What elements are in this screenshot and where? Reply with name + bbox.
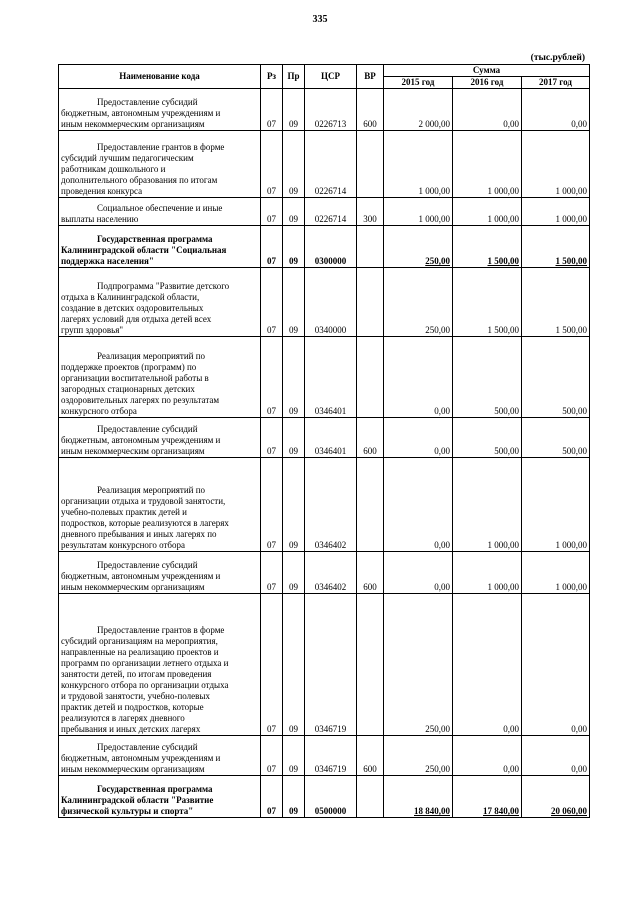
row-amount-2015: 0,00 xyxy=(384,458,453,552)
row-csr: 0346719 xyxy=(305,736,357,776)
row-name-text: Социальное обеспечение и иные выплаты населению xyxy=(61,203,223,224)
row-amount-2016: 500,00 xyxy=(453,418,522,458)
table-row xyxy=(59,89,590,131)
row-amount-2017: 500,00 xyxy=(522,418,590,458)
row-csr: 0300000 xyxy=(305,226,357,268)
header-rz: Рз xyxy=(261,65,283,89)
table-row xyxy=(59,337,590,418)
row-name xyxy=(59,268,261,337)
row-name-text: Предоставление субсидий бюджетным, автономным учреждениям и иным некоммерческим организациям xyxy=(61,742,221,774)
table-row xyxy=(59,268,590,337)
row-vr: 600 xyxy=(357,89,384,131)
row-rz: 07 xyxy=(261,226,283,268)
row-vr xyxy=(357,458,384,552)
row-csr: 0346402 xyxy=(305,552,357,594)
table-row xyxy=(59,418,590,458)
row-name xyxy=(59,226,261,268)
row-pr: 09 xyxy=(283,418,305,458)
table-row xyxy=(59,131,590,198)
row-rz: 07 xyxy=(261,776,283,818)
row-vr xyxy=(357,594,384,736)
row-name-text: Реализация мероприятий по организации отдыха и трудовой занятости, учебно-полевых практик детей и подростков, которые реализуются в лагерях дневного пребывания и иных лагерях по результатам конкурсного отбора xyxy=(61,485,229,550)
row-pr: 09 xyxy=(283,594,305,736)
row-amount-2016: 1 500,00 xyxy=(453,226,522,268)
row-pr: 09 xyxy=(283,458,305,552)
row-rz: 07 xyxy=(261,131,283,198)
header-pr: Пр xyxy=(283,65,305,89)
row-csr: 0226713 xyxy=(305,89,357,131)
row-name xyxy=(59,552,261,594)
row-name xyxy=(59,458,261,552)
row-amount-2015: 0,00 xyxy=(384,552,453,594)
row-name-text: Предоставление грантов в форме субсидий лучшим педагогическим работникам дошкольного и дополнительного образования по итогам проведения конкурса xyxy=(61,142,225,196)
row-pr: 09 xyxy=(283,268,305,337)
row-amount-2016: 0,00 xyxy=(453,89,522,131)
row-amount-2017: 1 000,00 xyxy=(522,198,590,226)
row-amount-2016: 500,00 xyxy=(453,337,522,418)
row-name-text: Предоставление субсидий бюджетным, автономным учреждениям и иным некоммерческим организациям xyxy=(61,97,221,129)
row-pr: 09 xyxy=(283,736,305,776)
row-amount-2015: 1 000,00 xyxy=(384,131,453,198)
row-name xyxy=(59,89,261,131)
row-rz: 07 xyxy=(261,337,283,418)
row-name-text: Реализация мероприятий по поддержке проектов (программ) по организации воспитательной работы в загородных стационарных детских оздоровительных лагерях по результатам конкурсного отбора xyxy=(61,351,220,416)
row-amount-2015: 0,00 xyxy=(384,337,453,418)
row-amount-2016: 17 840,00 xyxy=(453,776,522,818)
row-amount-2015: 0,00 xyxy=(384,418,453,458)
row-amount-2016: 1 000,00 xyxy=(453,552,522,594)
table-row xyxy=(59,198,590,226)
row-name-text: Государственная программа Калининградской области "Социальная поддержка населения" xyxy=(61,234,227,266)
row-rz: 07 xyxy=(261,268,283,337)
page-number: 335 xyxy=(312,14,328,25)
row-csr: 0226714 xyxy=(305,131,357,198)
row-amount-2017: 0,00 xyxy=(522,594,590,736)
row-vr xyxy=(357,337,384,418)
row-amount-2017: 1 000,00 xyxy=(522,131,590,198)
table-row xyxy=(59,552,590,594)
row-amount-2015: 2 000,00 xyxy=(384,89,453,131)
row-amount-2016: 0,00 xyxy=(453,594,522,736)
row-vr: 600 xyxy=(357,552,384,594)
row-amount-2015: 250,00 xyxy=(384,736,453,776)
row-vr: 600 xyxy=(357,418,384,458)
row-amount-2015: 18 840,00 xyxy=(384,776,453,818)
row-rz: 07 xyxy=(261,552,283,594)
table-row xyxy=(59,458,590,552)
row-csr: 0500000 xyxy=(305,776,357,818)
row-rz: 07 xyxy=(261,458,283,552)
row-amount-2016: 1 500,00 xyxy=(453,268,522,337)
row-amount-2015: 250,00 xyxy=(384,594,453,736)
row-amount-2017: 1 000,00 xyxy=(522,458,590,552)
row-vr: 300 xyxy=(357,198,384,226)
row-amount-2016: 0,00 xyxy=(453,736,522,776)
row-pr: 09 xyxy=(283,131,305,198)
budget-table xyxy=(58,64,590,818)
table-row xyxy=(59,776,590,818)
row-amount-2016: 1 000,00 xyxy=(453,198,522,226)
row-pr: 09 xyxy=(283,89,305,131)
row-amount-2017: 1 000,00 xyxy=(522,552,590,594)
header-vr: ВР xyxy=(357,65,384,89)
row-rz: 07 xyxy=(261,594,283,736)
row-amount-2017: 1 500,00 xyxy=(522,226,590,268)
header-name: Наименование кода xyxy=(59,65,261,89)
row-amount-2015: 1 000,00 xyxy=(384,198,453,226)
row-csr: 0346401 xyxy=(305,418,357,458)
row-rz: 07 xyxy=(261,89,283,131)
row-name-text: Подпрограмма "Развитие детского отдыха в Калининградской области, создание в детских оздоровительных лагерях условий для отдыха детей всех групп здоровья" xyxy=(61,281,230,335)
row-name xyxy=(59,594,261,736)
row-name-text: Предоставление грантов в форме субсидий организациям на мероприятия, направленные на реализацию проектов и программ по организации летнего отдыха и занятости детей, по итогам проведения конкурсного отбора по организации отдыха и трудовой занятости, учебно-полевых практик детей и подростков, которые реализуются в лагерях дневного пребывания и иных детских лагерях xyxy=(61,625,229,734)
row-rz: 07 xyxy=(261,198,283,226)
row-name xyxy=(59,776,261,818)
row-rz: 07 xyxy=(261,736,283,776)
row-vr xyxy=(357,131,384,198)
row-name-text: Государственная программа Калининградской области "Развитие физической культуры и спорта" xyxy=(61,784,214,816)
row-amount-2015: 250,00 xyxy=(384,226,453,268)
row-amount-2015: 250,00 xyxy=(384,268,453,337)
row-amount-2017: 0,00 xyxy=(522,736,590,776)
row-vr xyxy=(357,776,384,818)
row-name-text: Предоставление субсидий бюджетным, автономным учреждениям и иным некоммерческим организациям xyxy=(61,424,221,456)
header-csr: ЦСР xyxy=(305,65,357,89)
row-name xyxy=(59,198,261,226)
row-vr: 600 xyxy=(357,736,384,776)
row-name xyxy=(59,337,261,418)
row-csr: 0226714 xyxy=(305,198,357,226)
row-name-text: Предоставление субсидий бюджетным, автономным учреждениям и иным некоммерческим организациям xyxy=(61,560,221,592)
row-amount-2017: 500,00 xyxy=(522,337,590,418)
header-2016: 2016 год xyxy=(453,77,522,89)
row-pr: 09 xyxy=(283,552,305,594)
row-amount-2016: 1 000,00 xyxy=(453,458,522,552)
row-pr: 09 xyxy=(283,198,305,226)
row-csr: 0346402 xyxy=(305,458,357,552)
row-amount-2016: 1 000,00 xyxy=(453,131,522,198)
table-row xyxy=(59,736,590,776)
row-name xyxy=(59,131,261,198)
row-vr xyxy=(357,226,384,268)
row-pr: 09 xyxy=(283,226,305,268)
table-row xyxy=(59,226,590,268)
units-label: (тыс.рублей) xyxy=(530,53,585,63)
row-pr: 09 xyxy=(283,337,305,418)
row-rz: 07 xyxy=(261,418,283,458)
header-sum: Сумма xyxy=(384,65,590,77)
row-name xyxy=(59,418,261,458)
row-amount-2017: 20 060,00 xyxy=(522,776,590,818)
row-amount-2017: 1 500,00 xyxy=(522,268,590,337)
table-row xyxy=(59,594,590,736)
header-2015: 2015 год xyxy=(384,77,453,89)
table-body xyxy=(59,89,590,818)
row-csr: 0346719 xyxy=(305,594,357,736)
row-amount-2017: 0,00 xyxy=(522,89,590,131)
row-pr: 09 xyxy=(283,776,305,818)
row-name xyxy=(59,736,261,776)
row-vr xyxy=(357,268,384,337)
row-csr: 0346401 xyxy=(305,337,357,418)
header-2017: 2017 год xyxy=(522,77,590,89)
row-csr: 0340000 xyxy=(305,268,357,337)
